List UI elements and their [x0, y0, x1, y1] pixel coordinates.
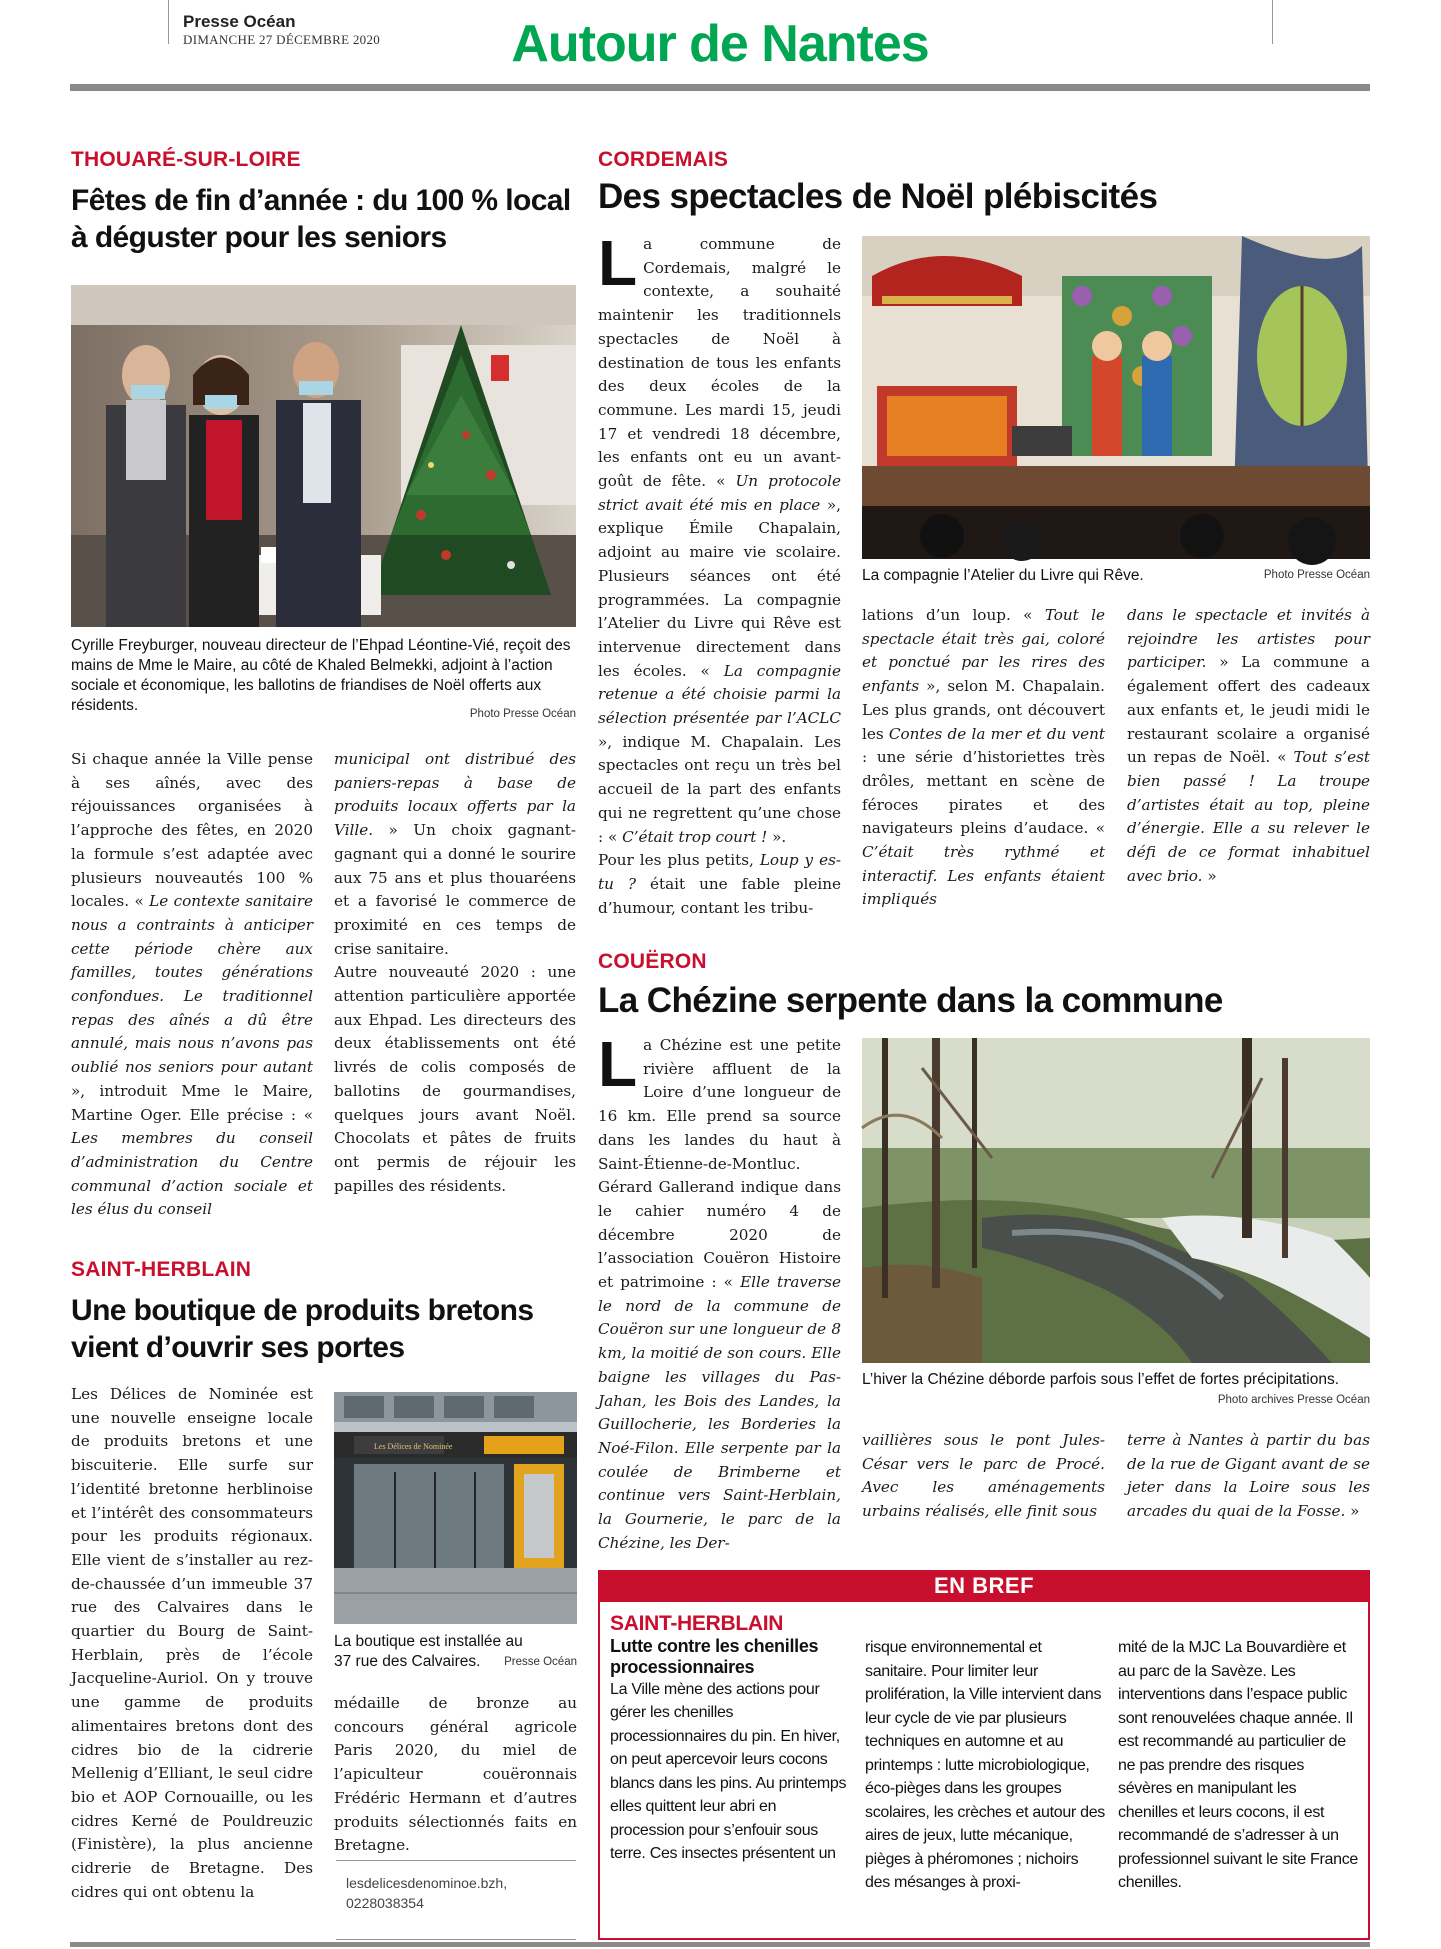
coueron-quote-2: vaillières sous le pont Jules-César vers le parc de Procé. Avec les aménagements urbains réalisés, elle finit sous — [862, 1431, 1105, 1521]
thouare-quote-3: municipal ont distribué des paniers-repas à base de produits locaux offerts par la Ville. — [334, 750, 576, 840]
cordemais-photo — [862, 236, 1370, 559]
thouare-headline-line2: à déguster pour les seniors — [71, 221, 447, 254]
cordemais-dropcap: L — [598, 227, 638, 299]
coueron-body-col1 — [598, 1028, 841, 1552]
cordemais-body-col1 — [598, 227, 842, 917]
thouare-quote-2: Les membres du conseil d’administration du Centre communal d’action sociale et les élus du conseil — [71, 1129, 313, 1219]
cordemais-photo-caption: La compagnie l’Atelier du Livre qui Rêve. — [862, 567, 1144, 584]
coueron-body-col2 — [862, 1429, 1105, 1539]
thouare-body-col1 — [71, 748, 313, 1218]
cordemais-text-7: lations d’un loup. « — [862, 606, 1045, 624]
en-bref-col2 — [865, 1636, 1105, 1932]
boutique-website: lesdelicesdenominoe.bzh, — [346, 1875, 508, 1891]
cordemais-text-9: : une série d’historiettes très drôles, mettant en scène de féroces pirates et des navigateurs pleins d’audace. « — [862, 748, 1105, 838]
thouare-text-1: Si chaque année la Ville pense à ses aînés, avec des réjouissances organisées à l’approche des fêtes, en 2020 la formule s’est adaptée avec plusieurs nouveautés 100 % locales. « — [71, 750, 313, 911]
bottom-rule — [70, 1942, 1370, 1947]
coueron-photo-caption: L’hiver la Chézine déborde parfois sous l’effet de fortes précipitations. — [862, 1371, 1340, 1388]
masthead-divider-right — [1272, 0, 1273, 44]
saintherblain-headline — [71, 1292, 591, 1366]
cordemais-photo-credit: Photo Presse Océan — [1263, 569, 1370, 581]
cordemais-headline: Des spectacles de Noël plébiscités — [598, 177, 1158, 216]
en-bref-text-1: La Ville mène des actions pour gérer les chenilles processionnaires du pin. En hiver, on peut apercevoir leurs cocons blancs dans les pins. Au printemps elles quittent leur abri en procession pour s’enfouir sous terre. Ces insectes présentent un — [610, 1680, 847, 1862]
saintherblain-kicker: SAINT-HERBLAIN — [71, 1258, 252, 1281]
cordemais-quote-1: Un protocole strict avait été mis en place — [598, 472, 842, 514]
saintherblain-photo-caption: La boutique est installée au 37 rue des Calvaires. — [334, 1633, 523, 1670]
cordemais-quote-7: Tout s’est bien passé ! La troupe d’artistes était au top, pleine d’énergie. Elle a su relever le défi de ce format inhabituel avec brio. — [1127, 748, 1370, 885]
saintherblain-photo-credit: Presse Océan — [504, 1656, 577, 1668]
cordemais-text-4: ». — [767, 827, 787, 846]
publication-name: Presse Océan — [183, 12, 296, 31]
en-bref-title: EN BREF — [598, 1570, 1370, 1602]
cordemais-quote-5: C’était très rythmé et interactif. Les enfants étaient impliqués — [862, 843, 1105, 909]
thouare-headline — [71, 182, 591, 256]
thouare-photo-caption: Cyrille Freyburger, nouveau directeur de l’Ehpad Léontine-Vié, reçoit des mains de Mme le Maire, au côté de Khaled Belmekki, adjoint à l’action sociale et économique, les ballotins de friandises de Noël offerts aux résidents. — [71, 637, 571, 714]
cordemais-body-col3 — [1127, 604, 1370, 914]
cordemais-show-title: Loup y es-tu ? — [598, 851, 841, 893]
coueron-headline: La Chézine serpente dans la commune — [598, 981, 1223, 1020]
coueron-photo — [862, 1038, 1370, 1363]
cordemais-quote-2: La compagnie retenue a été choisie parmi la sélection présentée par l’ACLC — [598, 661, 841, 728]
en-bref-text-2: risque environnemental et sanitaire. Pour limiter leur prolifération, la Ville intervient dans leur cycle de vie par plusieurs techniques en automne et au printemps : lutte microbiologique, éco-pièges dans les groupes scolaires, les crèches et autour des aires de jeux, lutte mécanique, pièges à phéromones ; nichoirs des mésanges à proxi- — [865, 1639, 1105, 1891]
cordemais-text-6: était une fable pleine d’humour, contant les tribu- — [598, 874, 842, 917]
saintherblain-photo — [334, 1392, 577, 1624]
masthead-divider-left — [168, 0, 169, 44]
thouare-text-4: Autre nouveauté 2020 : une attention particulière apportée aux Ehpad. Les directeurs des deux établissements ont été livrés de colis composés de ballotins de gourmandises, quelques jours avant Noël. Chocolats et pâtes de fruits ont permis de réjouir les papilles des résidents. — [334, 963, 576, 1195]
coueron-kicker: COUËRON — [598, 950, 707, 973]
saintherblain-infobox — [336, 1860, 576, 1940]
cordemais-show-title-2: Contes de la mer et du vent — [888, 724, 1106, 743]
thouare-photo-credit: Photo Presse Océan — [469, 708, 576, 720]
thouare-kicker: THOUARÉ-SUR-LOIRE — [71, 148, 301, 171]
cordemais-text-2: », explique Émile Chapalain, adjoint au maire vie scolaire. Plusieurs séances ont été programmées. La compagnie l’Atelier du Livre qui Rêve est intervenue directement dans les écoles. « — [598, 495, 841, 680]
saintherblain-text-1: Les Délices de Nominée est une nouvelle enseigne locale de produits bretons et une biscuiterie. Elle surfe sur l’identité bretonne herblinoise et l’intérêt des consommateurs pour les produits régionaux. Elle vient de s’installer au rez-de-chaussée d’un immeuble 37 rue des Calvaires dans le quartier du Bourg de Saint-Herblain, près de l’école Jacqueline-Auriol. On y trouve une gamme de produits alimentaires bretons dont des cidres bio de la cidrerie Mellenig d’Elliant, le seul cidre bio et AOP Cornouaille, ou les cidres Kerné de Pouldreuzic (Finistère), la plus ancienne cidrerie de Bretagne. Des cidres qui ont obtenu la — [71, 1385, 313, 1901]
storefront-sign: Les Délices de Nominée — [374, 1442, 453, 1451]
en-bref-text-3: mité de la MJC La Bouvardière et au parc de la Savèze. Les interventions dans l’espace public sont renouvelées chaque année. Il est recommandé au particulier de ne pas prendre des risques sévères en manipulant les chenilles et leurs cocons, il est recommandé de s’adresser à un professionnel suivant le site France chenilles. — [1118, 1639, 1358, 1891]
saintherblain-body-col2 — [334, 1692, 577, 1857]
coueron-text-1: a Chézine est une petite rivière affluent de la Loire d’une longueur de 16 km. Elle prend sa source dans les landes du haut à Saint-Étienne-de-Montluc. Gérard Gallerand indique dans le cahier numéro 4 de décembre 2020 de l’association Couëron Histoire et patrimoine : « — [598, 1036, 841, 1292]
en-bref-kicker: SAINT-HERBLAIN — [610, 1612, 784, 1635]
saintherblain-text-2: médaille de bronze au concours général agricole Paris 2020, du miel de l’apiculteur couëronnais Frédéric Hermann et d’autres produits sélectionnés faits en Bretagne. — [334, 1694, 577, 1855]
thouare-text-2: », introduit Mme le Maire, Martine Oger. Elle précise : « — [71, 1081, 313, 1124]
coueron-dropcap: L — [598, 1028, 638, 1100]
en-bref-headline: Lutte contre les chenilles processionnaires — [610, 1635, 819, 1677]
coueron-quote-3: terre à Nantes à partir du bas de la rue de Gigant avant de se jeter dans la Loire sous les arcades du quai de la Fosse. — [1127, 1431, 1370, 1521]
saintherblain-headline-line2: vient d’ouvrir ses portes — [71, 1331, 405, 1364]
saintherblain-headline-line1: Une boutique de produits bretons — [71, 1294, 534, 1327]
cordemais-text-3: », indique M. Chapalain. Les spectacles ont reçu un très bel accueil de la part des enfants qui ne regrettent qu’une chose : « — [598, 732, 841, 846]
publication-date: DIMANCHE 27 DÉCEMBRE 2020 — [183, 32, 381, 47]
en-bref-col1 — [610, 1612, 850, 1932]
coueron-photo-credit: Photo archives Presse Océan — [1217, 1394, 1370, 1406]
cordemais-text-8: », selon M. Chapalain. Les plus grands, ont découvert les — [862, 677, 1105, 743]
cordemais-kicker: CORDEMAIS — [598, 148, 729, 171]
cordemais-body-col2 — [862, 604, 1105, 914]
cordemais-text-5: Pour les plus petits, — [598, 851, 760, 870]
en-bref-col3 — [1118, 1636, 1360, 1932]
boutique-phone: 0228038354 — [346, 1895, 424, 1911]
cordemais-text-1: a commune de Cordemais, malgré le contexte, a souhaité maintenir les traditionnels spectacles de Noël à destination de tous les enfants des deux écoles de la commune. Les mardi 15, jeudi 17 et vendredi 18 décembre, les enfants ont eu un avant-goût de fête. « — [598, 235, 841, 491]
section-title: Autour de Nantes — [511, 15, 929, 73]
coueron-quote-1: Elle traverse le nord de la commune de Couëron sur une longueur de 8 km, la moitié de son cours. Elle baigne les villages du Pas-Jahan, les Bois des Landes, la Guillocherie, les Borderies la Noé-Filon. Elle serpente par la coulée de Brimberne et continue vers Saint-Herblain, la Gournerie, le parc de la Chézine, les Der- — [598, 1273, 841, 1552]
cordemais-quote-3: C’était trop court ! — [622, 827, 768, 846]
thouare-quote-1: Le contexte sanitaire nous a contraints à anticiper cette période chère aux familles, toutes générations confondues. Le traditionnel repas des aînés a dû être annulé, mais nous n’avons pas oublié nos seniors pour autant — [71, 892, 313, 1077]
cordemais-text-11: » — [1202, 866, 1217, 885]
top-rule — [70, 84, 1370, 91]
thouare-headline-line1: Fêtes de fin d’année : du 100 % local — [71, 184, 571, 217]
saintherblain-body-col1 — [71, 1383, 313, 1939]
coueron-text-2: » — [1345, 1502, 1360, 1521]
thouare-text-3: » Un choix gagnant-gagnant qui a donné le sourire aux 75 ans et plus thouaréens et a favorisé le commerce de proximité en ces temps de crise sanitaire. — [334, 821, 576, 958]
cordemais-text-10: » La commune a également offert des cadeaux aux enfants et, le jeudi midi le restaurant scolaire a organisé un repas de Noël. « — [1127, 653, 1370, 767]
cordemais-quote-6: dans le spectacle et invités à rejoindre les artistes pour participer. — [1127, 606, 1370, 672]
coueron-body-col3 — [1127, 1429, 1370, 1539]
cordemais-quote-4: Tout le spectacle était très gai, coloré et ponctué par les rires des enfants — [862, 606, 1106, 696]
thouare-photo — [71, 285, 576, 627]
thouare-body-col2 — [334, 748, 576, 1218]
